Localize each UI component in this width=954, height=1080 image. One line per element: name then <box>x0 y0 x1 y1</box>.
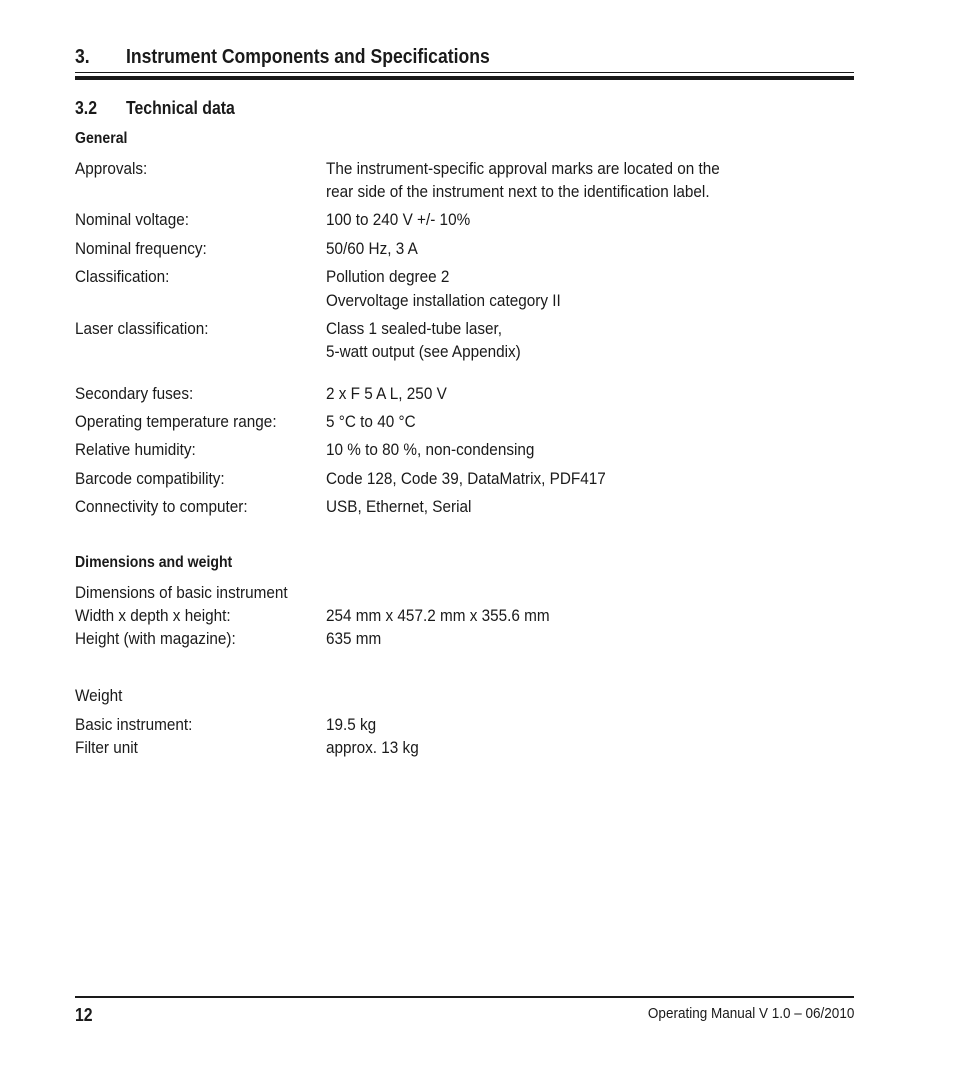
dimensions-heading: Dimensions and weight <box>75 554 233 571</box>
spec-value-basic-weight: 19.5 kg <box>326 715 377 734</box>
spec-label-frequency: Nominal frequency: <box>75 239 207 258</box>
spec-label-wdh: Width x depth x height: <box>75 606 231 625</box>
chapter-title: Instrument Components and Specifications <box>126 46 490 68</box>
spec-value-laser-line1: Class 1 sealed-tube laser, <box>326 319 503 338</box>
dimensions-group-label: Dimensions of basic instrument <box>75 583 288 602</box>
spec-label-approvals: Approvals: <box>75 159 148 178</box>
spec-value-filter-weight: approx. 13 kg <box>326 738 419 757</box>
spec-value-barcode: Code 128, Code 39, DataMatrix, PDF417 <box>326 469 606 488</box>
spec-label-connectivity: Connectivity to computer: <box>75 497 248 516</box>
spec-label-basic-weight: Basic instrument: <box>75 715 193 734</box>
spec-label-voltage: Nominal voltage: <box>75 210 189 229</box>
page-number: 12 <box>75 1005 93 1025</box>
spec-value-classification-line2: Overvoltage installation category II <box>326 291 561 310</box>
spec-label-temperature: Operating temperature range: <box>75 412 277 431</box>
spec-value-approvals-line2: rear side of the instrument next to the identification label. <box>326 182 710 201</box>
spec-label-classification: Classification: <box>75 267 170 286</box>
spec-value-fuses: 2 x F 5 A L, 250 V <box>326 384 447 403</box>
section-title: Technical data <box>126 98 235 118</box>
spec-value-temperature: 5 °C to 40 °C <box>326 412 416 431</box>
weight-heading: Weight <box>75 686 123 705</box>
spec-label-barcode: Barcode compatibility: <box>75 469 225 488</box>
spec-value-wdh: 254 mm x 457.2 mm x 355.6 mm <box>326 606 550 625</box>
chapter-number: 3. <box>75 46 90 68</box>
spec-value-approvals-line1: The instrument-specific approval marks are located on the <box>326 159 720 178</box>
footer-rule <box>75 996 854 998</box>
general-heading: General <box>75 130 128 147</box>
header-rule-thick <box>75 76 854 80</box>
spec-label-fuses: Secondary fuses: <box>75 384 194 403</box>
spec-value-classification-line1: Pollution degree 2 <box>326 267 450 286</box>
spec-label-humidity: Relative humidity: <box>75 440 196 459</box>
spec-value-frequency: 50/60 Hz, 3 A <box>326 239 418 258</box>
spec-value-connectivity: USB, Ethernet, Serial <box>326 497 472 516</box>
spec-value-voltage: 100 to 240 V +/- 10% <box>326 210 471 229</box>
spec-label-height-magazine: Height (with magazine): <box>75 629 236 648</box>
spec-label-laser: Laser classification: <box>75 319 209 338</box>
spec-label-filter-weight: Filter unit <box>75 738 138 757</box>
footer-manual-version: Operating Manual V 1.0 – 06/2010 <box>647 1005 854 1022</box>
header-rule-thin <box>75 72 854 73</box>
spec-value-humidity: 10 % to 80 %, non-condensing <box>326 440 535 459</box>
spec-value-height-magazine: 635 mm <box>326 629 382 648</box>
spec-value-laser-line2: 5-watt output (see Appendix) <box>326 342 521 361</box>
section-number: 3.2 <box>75 98 98 118</box>
